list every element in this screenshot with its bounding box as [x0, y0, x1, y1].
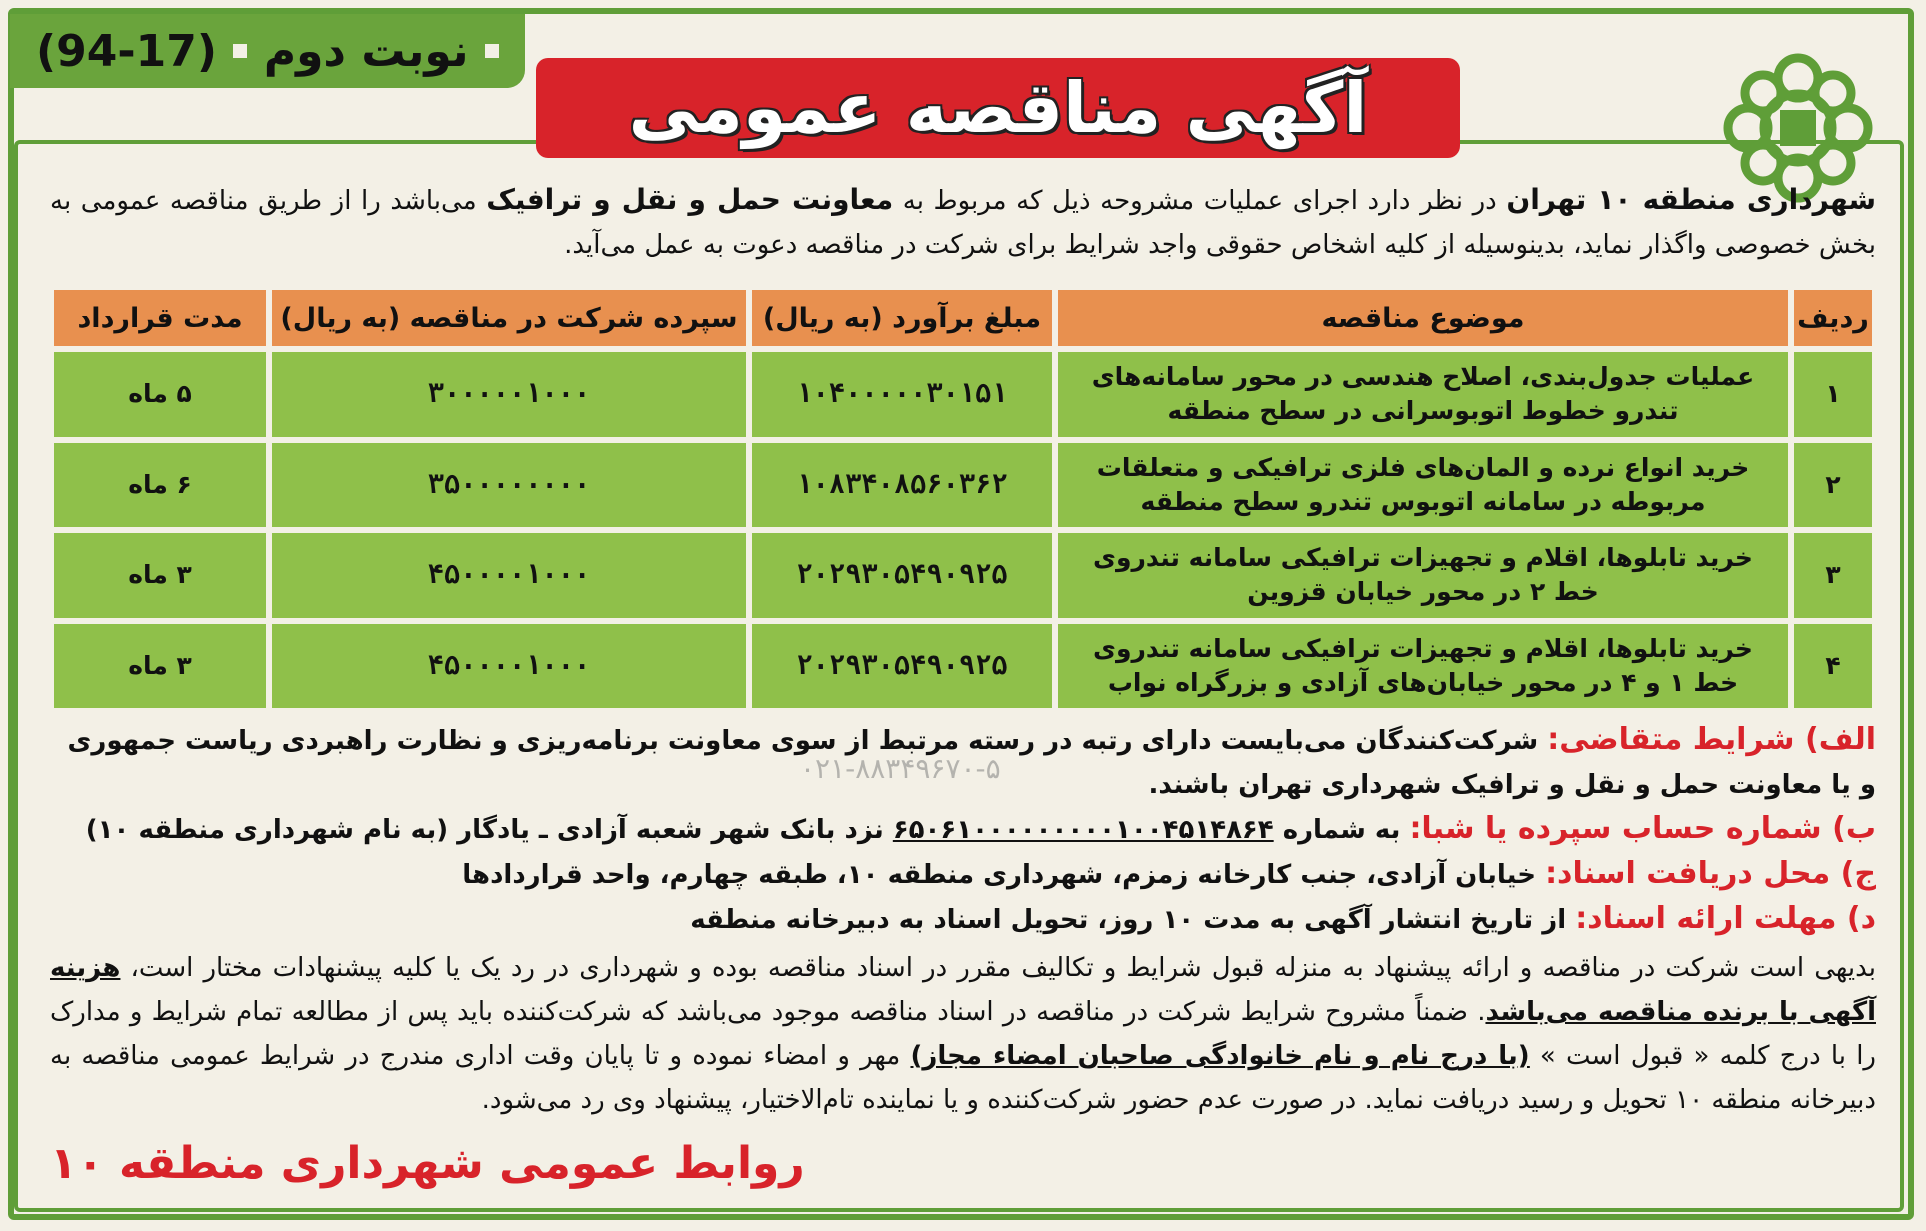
condition-d	[50, 897, 1876, 942]
cell-estimate: ۱۰۸۳۴۰۸۵۶۰۳۶۲	[752, 443, 1052, 528]
badge-dot	[233, 44, 247, 58]
cell-duration: ۳ ماه	[54, 624, 266, 709]
condition-b-post: نزد بانک شهر شعبه آزادی ـ یادگار (به نام شهرداری منطقه ۱۰)	[85, 815, 893, 845]
condition-a-label: الف) شرایط متقاضی:	[1547, 722, 1876, 757]
signoff: روابط عمومی شهرداری منطقه ۱۰	[50, 1138, 805, 1189]
issue-round: نوبت دوم	[263, 25, 469, 77]
closing-signatory-note: (با درج نام و نام خانوادگی صاحبان امضاء مجاز)	[910, 1041, 1530, 1071]
badge-dot	[485, 44, 499, 58]
issue-badge	[10, 14, 525, 88]
cell-deposit: ۴۵۰۰۰۰۱۰۰۰	[272, 533, 746, 618]
intro-paragraph	[50, 178, 1876, 267]
condition-b-label: ب) شماره حساب سپرده یا شبا:	[1409, 811, 1876, 846]
closing-text-2: . ضمناً مشروح شرایط شرکت در مناقصه در اسناد مناقصه موجود می‌باشد که شرکت‌کننده باید پس از مطالعه تمام شرایط و مدارک را با درج کلمه « قبول است »	[50, 997, 1876, 1071]
cell-row: ۲	[1794, 443, 1872, 528]
condition-b-pre: به شماره	[1273, 815, 1410, 845]
cell-duration: ۶ ماه	[54, 443, 266, 528]
cell-subject: خرید انواع نرده و المان‌های فلزی ترافیکی و متعلقات مربوطه در سامانه اتوبوس تندرو سطح منطقه	[1058, 443, 1788, 528]
condition-c-text: خیابان آزادی، جنب کارخانه زمزم، شهرداری منطقه ۱۰، طبقه چهارم، واحد قراردادها	[462, 860, 1546, 890]
account-number: ۶۵۰۶۱۰۰۰۰۰۰۰۰۰۱۰۰۴۵۱۴۸۶۴	[892, 815, 1274, 845]
condition-d-label: د) مهلت ارائه اسناد:	[1575, 901, 1876, 936]
cell-estimate: ۲۰۲۹۳۰۵۴۹۰۹۲۵	[752, 624, 1052, 709]
issue-number: (94-17)	[36, 25, 217, 77]
intro-text-2: می‌باشد را از طریق مناقصه عمومی به بخش خصوصی واگذار نماید، بدینوسیله از کلیه اشخاص حقوقی واجد شرایط برای شرکت در مناقصه دعوت به عمل می‌آید.	[50, 186, 1876, 260]
cell-estimate: ۱۰۴۰۰۰۰۰۳۰۱۵۱	[752, 352, 1052, 437]
closing-fee-note: هزینه آگهی با برنده مناقصه می‌باشد	[50, 953, 1876, 1027]
cell-row: ۳	[1794, 533, 1872, 618]
cell-duration: ۵ ماه	[54, 352, 266, 437]
page-title: آگهی مناقصه عمومی	[628, 67, 1368, 149]
closing-text-1: بدیهی است شرکت در مناقصه و ارائه پیشنهاد به منزله قبول شرایط و تکالیف مقرر در اسناد مناقصه بوده و شهرداری در رد یک یا کلیه پیشنهادات مختار است،	[120, 953, 1876, 983]
closing-section	[50, 946, 1876, 1122]
cell-deposit: ۴۵۰۰۰۰۱۰۰۰	[272, 624, 746, 709]
cell-deposit: ۳۰۰۰۰۰۱۰۰۰	[272, 352, 746, 437]
condition-a-text: شرکت‌کنندگان می‌بایست دارای رتبه در رسته مرتبط از سوی معاونت برنامه‌ریزی و نظارت راهبردی ریاست جمهوری و یا معاونت حمل و نقل و ترافیک شهرداری تهران باشند.	[67, 726, 1876, 800]
condition-c	[50, 852, 1876, 897]
closing-paragraph	[50, 946, 1876, 1122]
cell-subject: خرید تابلوها، اقلام و تجهیزات ترافیکی سامانه تندروی خط ۲ در محور خیابان قزوین	[1058, 533, 1788, 618]
cell-subject: خرید تابلوها، اقلام و تجهیزات ترافیکی سامانه تندروی خط ۱ و ۴ در محور خیابان‌های آزادی و بزرگراه نواب	[1058, 624, 1788, 709]
col-header-estimate: مبلغ برآورد (به ریال)	[752, 290, 1052, 346]
tender-table	[54, 290, 1872, 708]
cell-deposit: ۳۵۰۰۰۰۰۰۰۰	[272, 443, 746, 528]
condition-d-text: از تاریخ انتشار آگهی به مدت ۱۰ روز، تحویل اسناد به دبیرخانه منطقه	[690, 905, 1576, 935]
col-header-duration: مدت قرارداد	[54, 290, 266, 346]
cell-estimate: ۲۰۲۹۳۰۵۴۹۰۹۲۵	[752, 533, 1052, 618]
intro-section	[50, 178, 1876, 267]
closing-text-3: مهر و امضاء نموده و تا پایان وقت اداری مندرج در شرایط عمومی مناقصه به دبیرخانه منطقه ۱۰ تحویل و رسید دریافت نماید. در صورت عدم حضور شرکت‌کننده و یا نماینده تام‌الاختیار، پیشنهاد وی رد می‌شود.	[50, 1041, 1876, 1115]
intro-dept: معاونت حمل و نقل و ترافیک	[486, 183, 894, 216]
cell-row: ۱	[1794, 352, 1872, 437]
col-header-subject: موضوع مناقصه	[1058, 290, 1788, 346]
col-header-row: ردیف	[1794, 290, 1872, 346]
cell-subject: عملیات جدول‌بندی، اصلاح هندسی در محور سامانه‌های تندرو خطوط اتوبوسرانی در سطح منطقه	[1058, 352, 1788, 437]
cell-row: ۴	[1794, 624, 1872, 709]
title-banner	[536, 58, 1460, 158]
cell-duration: ۳ ماه	[54, 533, 266, 618]
intro-org: شهرداری منطقه ۱۰ تهران	[1506, 183, 1877, 216]
condition-c-label: ج) محل دریافت اسناد:	[1545, 856, 1876, 891]
condition-b	[50, 807, 1876, 852]
intro-text-1: در نظر دارد اجرای عملیات مشروحه ذیل که مربوط به	[893, 186, 1507, 216]
col-header-deposit: سپرده شرکت در مناقصه (به ریال)	[272, 290, 746, 346]
watermark-phone: ۰۲۱-۸۸۳۴۹۶۷۰-۵	[800, 752, 1001, 785]
